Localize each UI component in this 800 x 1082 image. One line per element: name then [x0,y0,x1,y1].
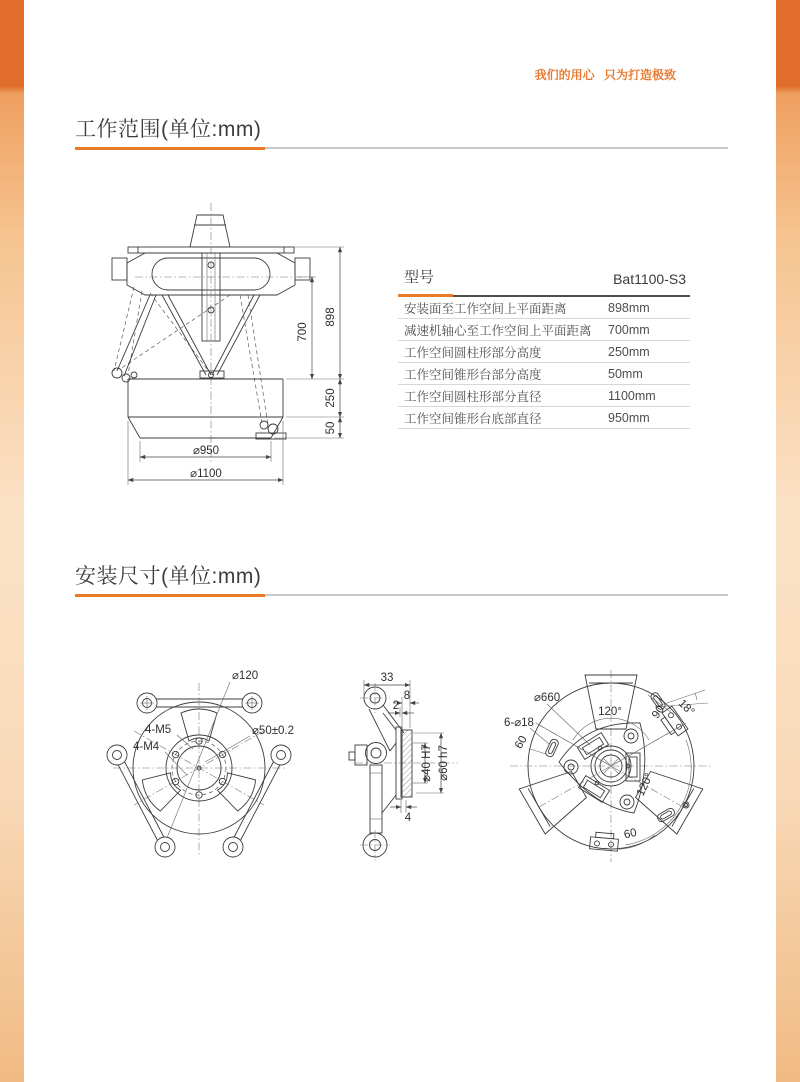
table-row [398,385,690,407]
dim-base-60-bottom: 60 [622,826,638,842]
row-label: 安装面至工作空间上平面距离 [404,301,567,316]
section-rule-mounting [75,593,728,597]
rule-orange-segment [75,147,265,150]
dim-total-height: 898 [325,307,337,327]
dim-cyl-diameter: ⌀1100 [190,468,222,480]
dim-platform-m5: 4-M5 [145,724,172,736]
page-edge-decoration-right [776,0,800,1082]
row-label: 工作空间圆柱形部分高度 [404,345,542,360]
dim-cone-diameter: ⌀950 [192,445,220,457]
table-row [398,363,690,385]
rule-gray-segment [265,594,728,596]
row-value: 898mm [608,300,650,315]
table-row [398,407,690,429]
spec-header-rule [398,295,690,297]
motor-mount-plate [559,723,645,813]
table-row [398,319,690,341]
robot-front-view [90,195,360,490]
base-foot-right [630,762,703,834]
row-value: 950mm [608,410,650,425]
row-label: 减速机轴心至工作空间上平面距离 [404,323,592,338]
flange-section [401,730,412,797]
dim-cyl-height: 250 [325,388,337,408]
platform-side-drawing [330,655,480,875]
ball-joint-middle [366,743,387,764]
dim-side-2: 2 [392,700,400,712]
dim-axis-height: 700 [297,322,309,342]
motor-cone [190,215,230,247]
table-row [398,297,690,319]
dim-side-bore: ⌀40 H7 [421,744,433,782]
row-label: 工作空间锥形台底部直径 [404,411,542,426]
platform-mounting-drawing [95,655,315,870]
arm-link-top [137,693,262,713]
row-value: 700mm [608,322,650,337]
dim-side-4: 4 [404,812,412,824]
row-value: 1100mm [608,388,656,403]
row-value: 50mm [608,366,643,381]
rim-slot [656,807,676,823]
section-rule-work-range [75,146,728,150]
dim-platform-m4: 4-M4 [133,741,160,753]
dim-cone-height: 50 [325,421,337,435]
dim-base-90: 90 [649,703,668,721]
spec-table [398,266,690,429]
table-row [398,341,690,363]
spec-rule-orange [398,294,453,297]
spec-table-header [398,266,690,295]
section-title-work-range: 工作范围(单位:mm) [75,118,262,141]
rule-orange-segment [75,594,265,597]
dim-base-angle-right: 120° [634,771,656,799]
dim-base-60-left: 60 [513,733,530,752]
dim-platform-center-dia: ⌀50±0.2 [252,725,295,737]
dim-base-holes: 6-⌀18 [504,717,534,729]
robot-work-range-drawing [90,195,360,490]
dim-base-angle-18: 18° [675,697,697,719]
dim-side-8: 8 [403,690,411,702]
dim-base-outer-dia: ⌀660 [534,692,561,704]
model-label: 型号 [404,269,435,286]
platform-top-view [95,655,315,870]
row-label: 工作空间圆柱形部分直径 [404,389,542,404]
dim-platform-outer-dia: ⌀120 [232,670,259,682]
row-value: 250mm [608,344,650,359]
page-edge-decoration-left [0,0,24,1082]
tool-shaft [370,765,382,833]
rule-gray-segment [265,147,728,149]
dim-base-angle-top: 120° [598,706,622,718]
dim-side-hub: ⌀60 h7 [438,745,450,781]
rim-slot [545,738,560,758]
base-top-view [490,655,735,880]
section-title-mounting: 安装尺寸(单位:mm) [75,565,262,588]
row-label: 工作空间锥形台部分高度 [404,367,542,382]
connector-block [578,776,609,803]
platform-side-view [330,655,480,875]
brand-slogan: 我们的用心 只为打造极致 [534,68,676,82]
dim-side-33: 33 [380,672,394,684]
base-foot-left [519,762,592,834]
base-mounting-drawing [490,655,735,880]
model-value: Bat1100-S3 [613,271,686,287]
